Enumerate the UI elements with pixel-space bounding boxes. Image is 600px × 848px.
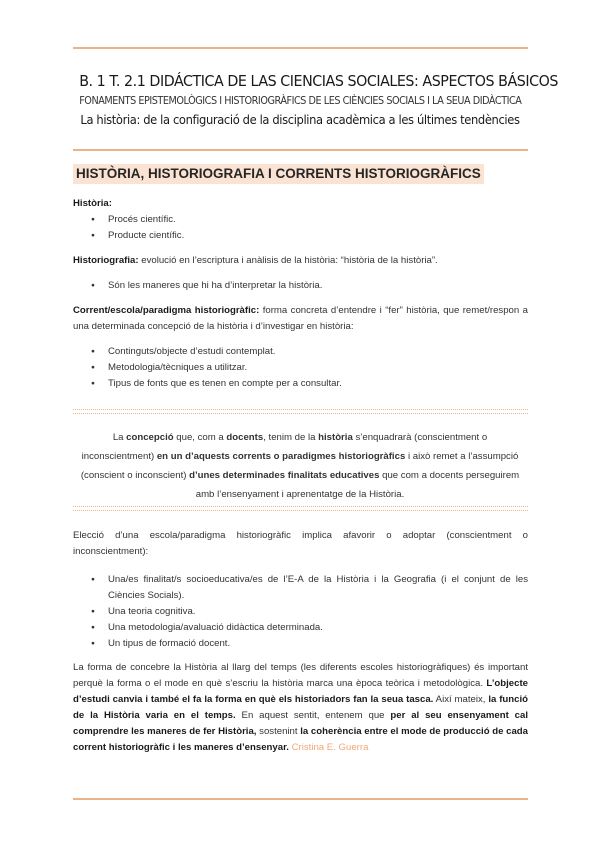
list-item: ● Una teoria cognitiva. bbox=[73, 604, 528, 620]
corrent-label: Corrent/escola/paradigma historiogràfic: bbox=[73, 305, 260, 316]
corrent-list bbox=[73, 344, 528, 392]
page-subtitle: FONAMENTS EPISTEMOLÒGICS I HISTORIOGRÀFICS DE LES CIÈNCIES SOCIALS I LA SEUA DIDÀCTICA bbox=[79, 95, 522, 107]
eleccio-text: Elecció d’una escola/paradigma historiogràfic implica afavorir o adoptar (conscientment o inconscientment): bbox=[73, 530, 528, 557]
list-item: ● Són les maneres que hi ha d’interpretar la història. bbox=[73, 278, 528, 294]
list-item: ● Tipus de fonts que es tenen en compte per a consultar. bbox=[73, 376, 528, 392]
list-item: ● Producte científic. bbox=[73, 228, 528, 244]
list-item: ● Un tipus de formació docent. bbox=[73, 636, 528, 652]
page-title: B. 1 T. 2.1 DIDÁCTICA DE LAS CIENCIAS SOCIALES: ASPECTOS BÁSICOS bbox=[79, 72, 558, 90]
page-subtitle-secondary: La història: de la configuració de la disciplina acadèmica a les últimes tendències bbox=[80, 112, 520, 127]
list-item: ● Procés científic. bbox=[73, 212, 528, 228]
historiografia-text: evolució en l’escriptura i anàlisis de la història: “història de la història”. bbox=[138, 255, 438, 266]
quote-divider-bottom bbox=[73, 506, 528, 507]
document-header bbox=[60, 70, 558, 130]
corrent-block bbox=[73, 303, 528, 392]
highlight-quote: La concepció que, com a docents, tenim de la història s’enquadrarà (conscientment o inconscientment) en un d’aquests corrents o paradigmes historiogràfics i això remet a l’assumpció (conscient o inconscient) d’unes determinades finalitats educatives que com a docents perseguirem amb l’ensenyament i aprenentatge de la Història. bbox=[80, 432, 520, 500]
quote-divider-top bbox=[73, 409, 528, 410]
historia-list bbox=[73, 212, 528, 244]
list-item: ● Una/es finalitat/s socioeducativa/es de l’E-A de la Història i la Geografia (i el conjunt de les Ciències Socials). bbox=[73, 572, 528, 604]
list-item: ● Metodologia/tècniques a utilitzar. bbox=[73, 360, 528, 376]
section-title: HISTÒRIA, HISTORIOGRAFIA I CORRENTS HISTORIOGRÀFICS bbox=[73, 164, 484, 184]
historia-block bbox=[73, 196, 528, 244]
corrent-text: forma concreta d’entendre i “fer” història, que remet/respon a una determinada concepció de la història i d’investigar en història: bbox=[73, 305, 528, 332]
list-item: ● Continguts/objecte d’estudi contemplat. bbox=[73, 344, 528, 360]
author-credit: Cristina E. Guerra bbox=[291, 742, 369, 753]
top-divider bbox=[73, 47, 528, 49]
historiografia-label: Historiografia: bbox=[73, 255, 139, 266]
eleccio-list bbox=[73, 572, 528, 652]
quote-divider-top-inner bbox=[73, 413, 528, 414]
header-divider bbox=[73, 149, 528, 151]
historiografia-block bbox=[73, 253, 528, 294]
historiografia-list bbox=[73, 278, 528, 294]
bottom-divider bbox=[73, 798, 528, 800]
list-item: ● Una metodologia/avaluació didàctica determinada. bbox=[73, 620, 528, 636]
conclusion-paragraph: La forma de concebre la Història al llarg del temps (les diferents escoles historiogràfiques) és important perquè la forma o el mode en què s’escriu la història marca una època teòrica i metodològica. L’objecte d’estudi canvia i també el fa la forma en què els historiadors fan la seua tasca. Així mateix, la funció de la Història varia en el temps. En aquest sentit, entenem que per al seu ensenyament cal comprendre les maneres de fer Història, sostenint la coherència entre el mode de producció de cada corrent historiogràfic i les maneres d’ensenyar. Cristina E. Guerra bbox=[73, 662, 529, 753]
historia-label: Història: bbox=[73, 198, 112, 209]
quote-divider-bottom-inner bbox=[73, 510, 528, 511]
eleccio-block bbox=[73, 528, 528, 652]
